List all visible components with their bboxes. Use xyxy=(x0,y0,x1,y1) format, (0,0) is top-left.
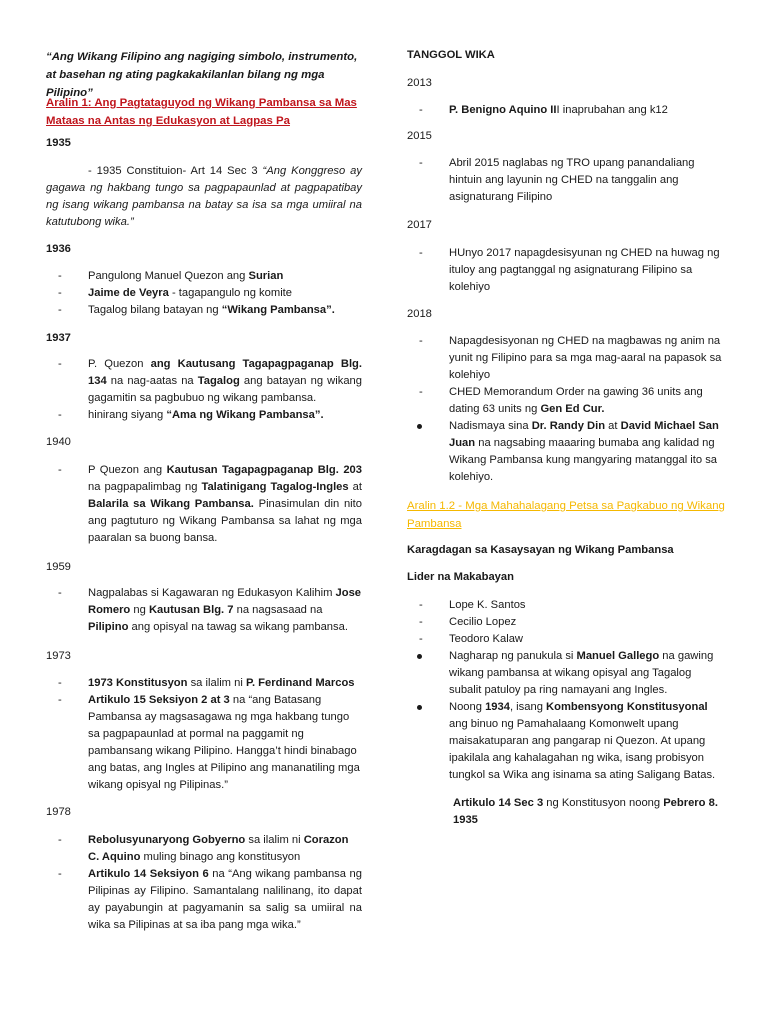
dash-marker: - xyxy=(419,633,423,645)
list-item xyxy=(46,866,362,934)
list-item xyxy=(407,597,725,614)
list-1940 xyxy=(46,462,362,547)
text: ang opisyal na tawag sa wikang pambansa. xyxy=(128,621,348,633)
text: Jaime de Veyra xyxy=(88,287,169,299)
lesson-1-heading: Aralin 1: Ang Pagtataguyod ng Wikang Pambansa sa Mas Mataas na Antas ng Edukasyon at Lagpas Pa xyxy=(46,97,357,127)
year-2018: 2018 xyxy=(407,308,432,320)
text: “Ang Konggreso ay gagawa ng hakbang tungo sa pagpapaunlad at pagpapatibay ng isang wikang pambansa na batay sa isa sa mga umiiral na katutubong wika.” xyxy=(46,165,362,228)
text: Rebolusyunaryong Gobyerno xyxy=(88,834,246,846)
list-item xyxy=(407,699,725,784)
text: na “Ang wikang pambansa ng Pilipinas ay Filipino. Samantalang nalilinang, ito dapat ay payabungin at pagyamanin sa salig sa umiiral na wika sa Pilipinas at sa iba pang mga wika.” xyxy=(88,868,362,931)
text: na nagsasaad na xyxy=(233,604,323,616)
list-item xyxy=(407,614,725,631)
text: na nagsabing maaaring bumaba ang kalidad ng Wikang Pambansa kung mangyaring matanggal ito sa kolehiyo. xyxy=(449,437,718,483)
list-2017 xyxy=(407,245,725,296)
text: , isang xyxy=(509,701,547,713)
text: Pilipino xyxy=(88,621,129,633)
list-item xyxy=(46,462,362,547)
tanggol-wika-heading: TANGGOL WIKA xyxy=(407,49,495,61)
year-1937: 1937 xyxy=(46,332,71,344)
text: hinirang siyang xyxy=(88,409,167,421)
list-item xyxy=(46,268,362,285)
year-1935: 1935 xyxy=(46,137,71,149)
text: “Wikang Pambansa”. xyxy=(221,304,335,316)
dash-marker: - xyxy=(58,677,62,689)
text: P. Quezon xyxy=(88,358,151,370)
bullet-marker xyxy=(417,705,422,710)
text: Abril 2015 naglabas ng TRO upang panandaliang hintuin ang layunin ng CHED na tanggalin ang asignaturang Filipino xyxy=(449,157,695,203)
text: - tagapangulo ng komite xyxy=(168,287,293,299)
dash-marker: - xyxy=(58,358,62,370)
text: - 1935 Constituion- Art 14 Sec 3 xyxy=(88,165,263,177)
text: Dr. Randy Din xyxy=(531,420,606,432)
artikulo-paragraph xyxy=(453,795,725,829)
text: Tagalog xyxy=(197,375,240,387)
text: Pebrero 8. 1935 xyxy=(453,797,718,826)
text: Tagalog bilang batayan ng xyxy=(88,304,222,316)
dash-marker: - xyxy=(58,270,62,282)
year-2015: 2015 xyxy=(407,130,432,142)
dash-marker: - xyxy=(419,386,423,398)
text: “Ama ng Wikang Pambansa”. xyxy=(166,409,324,421)
text: Pangulong Manuel Quezon ang xyxy=(88,270,249,282)
text: 1934 xyxy=(485,701,510,713)
dash-marker: - xyxy=(58,868,62,880)
text: at xyxy=(605,420,621,432)
bullet-marker xyxy=(417,654,422,659)
text: ang Kautusang Tagapagpaganap Blg. 134 xyxy=(88,358,362,387)
text: sa ilalim ni xyxy=(187,677,246,689)
text: ng Konstitusyon noong xyxy=(543,797,664,809)
list-1959 xyxy=(46,585,362,636)
text: Surian xyxy=(248,270,284,282)
year-1978: 1978 xyxy=(46,806,71,818)
text: Gen Ed Cur. xyxy=(540,403,605,415)
list-item xyxy=(46,832,362,866)
dash-marker: - xyxy=(419,247,423,259)
text: CHED Memorandum Order na gawing 36 units ang dating 63 units ng xyxy=(449,386,703,415)
dash-marker: - xyxy=(58,587,62,599)
year-2017: 2017 xyxy=(407,219,432,231)
list-item xyxy=(407,245,725,296)
list-lider xyxy=(407,597,725,784)
list-1973 xyxy=(46,675,362,794)
list-item xyxy=(46,356,362,407)
text: Corazon C. Aquino xyxy=(88,834,349,863)
list-1937 xyxy=(46,356,362,424)
year-1973: 1973 xyxy=(46,650,71,662)
list-item xyxy=(407,631,725,648)
list-item xyxy=(407,648,725,699)
text: na gawing wikang pambansa at wikang opisyal ang Tagalog subalit patuloy pa ring namayani ang Ingles. xyxy=(449,650,714,696)
dash-marker: - xyxy=(58,304,62,316)
year-1959: 1959 xyxy=(46,561,71,573)
list-2015 xyxy=(407,155,725,206)
list-item xyxy=(407,102,725,119)
dash-marker: - xyxy=(419,616,423,628)
text: Jose Romero xyxy=(88,587,362,616)
year-1936: 1936 xyxy=(46,243,71,255)
lider-heading: Lider na Makabayan xyxy=(407,571,514,583)
text: at xyxy=(348,481,362,493)
dash-marker: - xyxy=(58,464,62,476)
text: Lope K. Santos xyxy=(449,599,526,611)
dash-marker: - xyxy=(419,157,423,169)
list-item xyxy=(407,333,725,384)
text: Kombensyong Konstitusyonal xyxy=(546,701,708,713)
year-2013: 2013 xyxy=(407,77,432,89)
text: Kautusan Blg. 7 xyxy=(148,604,234,616)
year-1940: 1940 xyxy=(46,436,71,448)
text: Nagpalabas si Kagawaran ng Edukasyon Kalihim xyxy=(88,587,336,599)
dash-marker: - xyxy=(419,104,423,116)
text: Pinasimulan din nito ang pagtuturo ng Wikang Pambansa sa lahat ng mga paaralan sa buong bansa. xyxy=(88,498,362,544)
paragraph-1935 xyxy=(46,163,362,231)
bullet-marker xyxy=(417,424,422,429)
text: na nag-aatas na xyxy=(106,375,198,387)
list-item xyxy=(46,692,362,794)
lesson-1-2-heading: Aralin 1.2 - Mga Mahahalagang Petsa sa Pagkabuo ng Wikang Pambansa xyxy=(407,500,725,530)
list-item xyxy=(407,155,725,206)
text: Artikulo 15 Seksiyon 2 at 3 xyxy=(88,694,230,706)
list-item xyxy=(407,418,725,486)
dash-marker: - xyxy=(58,694,62,706)
text: P. Benigno Aquino II xyxy=(449,104,557,116)
text: Artikulo 14 Seksiyon 6 xyxy=(88,868,209,880)
text: P. Ferdinand Marcos xyxy=(245,677,355,689)
text: Nadismaya sina xyxy=(449,420,532,432)
text: Balarila sa Wikang Pambansa. xyxy=(88,498,254,510)
list-2018 xyxy=(407,333,725,486)
list-item xyxy=(46,407,362,424)
dash-marker: - xyxy=(58,287,62,299)
text: sa ilalim ni xyxy=(245,834,304,846)
text: I inaprubahan ang k12 xyxy=(556,104,668,116)
text: Noong xyxy=(449,701,486,713)
text: Teodoro Kalaw xyxy=(449,633,524,645)
text: David Michael San Juan xyxy=(449,420,719,449)
text: na pagpapalimbag ng xyxy=(88,481,202,493)
dash-marker: - xyxy=(419,335,423,347)
list-item xyxy=(46,285,362,302)
text: Nagharap ng panukula si xyxy=(449,650,577,662)
dash-marker: - xyxy=(58,834,62,846)
dash-marker: - xyxy=(419,599,423,611)
text: P Quezon ang xyxy=(88,464,167,476)
text: muling binago ang konstitusyon xyxy=(140,851,301,863)
list-item xyxy=(46,302,362,319)
text: Manuel Gallego xyxy=(576,650,660,662)
text: ng xyxy=(130,604,149,616)
text: Talatinigang Tagalog-Ingles xyxy=(201,481,349,493)
list-1936 xyxy=(46,268,362,319)
list-2013 xyxy=(407,102,725,119)
text: na “ang Batasang Pambansa ay magsasagawa ng mga hakbang tungo sa pagpapaunlad at pormal na paggamit ng pambansang wikang Pilipino. Hangga’t hindi binabago ang batas, ang Ingles at Pilipino ang mananatiling mga wikang opisyal ng Pilipinas.” xyxy=(88,694,360,791)
dash-marker: - xyxy=(58,409,62,421)
text: Kautusan Tagapagpaganap Blg. 203 xyxy=(166,464,363,476)
text: ang binuo ng Pamahalaang Komonwelt upang maisakatuparan ang pangarap ni Quezon. At upang ipakilala ang kahalagahan ng wika, isang probisyon tungkol sa Wika ang isinama sa ating Saligang Batas. xyxy=(449,718,716,781)
text: ang batayan ng wikang gagamitin sa pagbubuo ng wikang pambansa. xyxy=(88,375,362,404)
opening-quote: “Ang Wikang Filipino ang nagiging simbolo, instrumento, at basehan ng ating pagkakakilanlan bilang ng mga Pilipino” xyxy=(46,51,358,99)
list-item xyxy=(46,675,362,692)
karagdagan-heading: Karagdagan sa Kasaysayan ng Wikang Pambansa xyxy=(407,544,674,556)
text: Artikulo 14 Sec 3 xyxy=(453,797,544,809)
list-1978 xyxy=(46,832,362,934)
list-item xyxy=(407,384,725,418)
list-item xyxy=(46,585,362,636)
text: Cecilio Lopez xyxy=(449,616,517,628)
text: HUnyo 2017 napagdesisyunan ng CHED na huwag ng ituloy ang pagtanggal ng asignaturang Filipino sa kolehiyo xyxy=(449,247,720,293)
text: Napagdesisyonan ng CHED na magbawas ng anim na yunit ng Filipino para sa mga mag-aaral na papasok sa kolehiyo xyxy=(449,335,722,381)
text: 1973 Konstitusyon xyxy=(88,677,188,689)
